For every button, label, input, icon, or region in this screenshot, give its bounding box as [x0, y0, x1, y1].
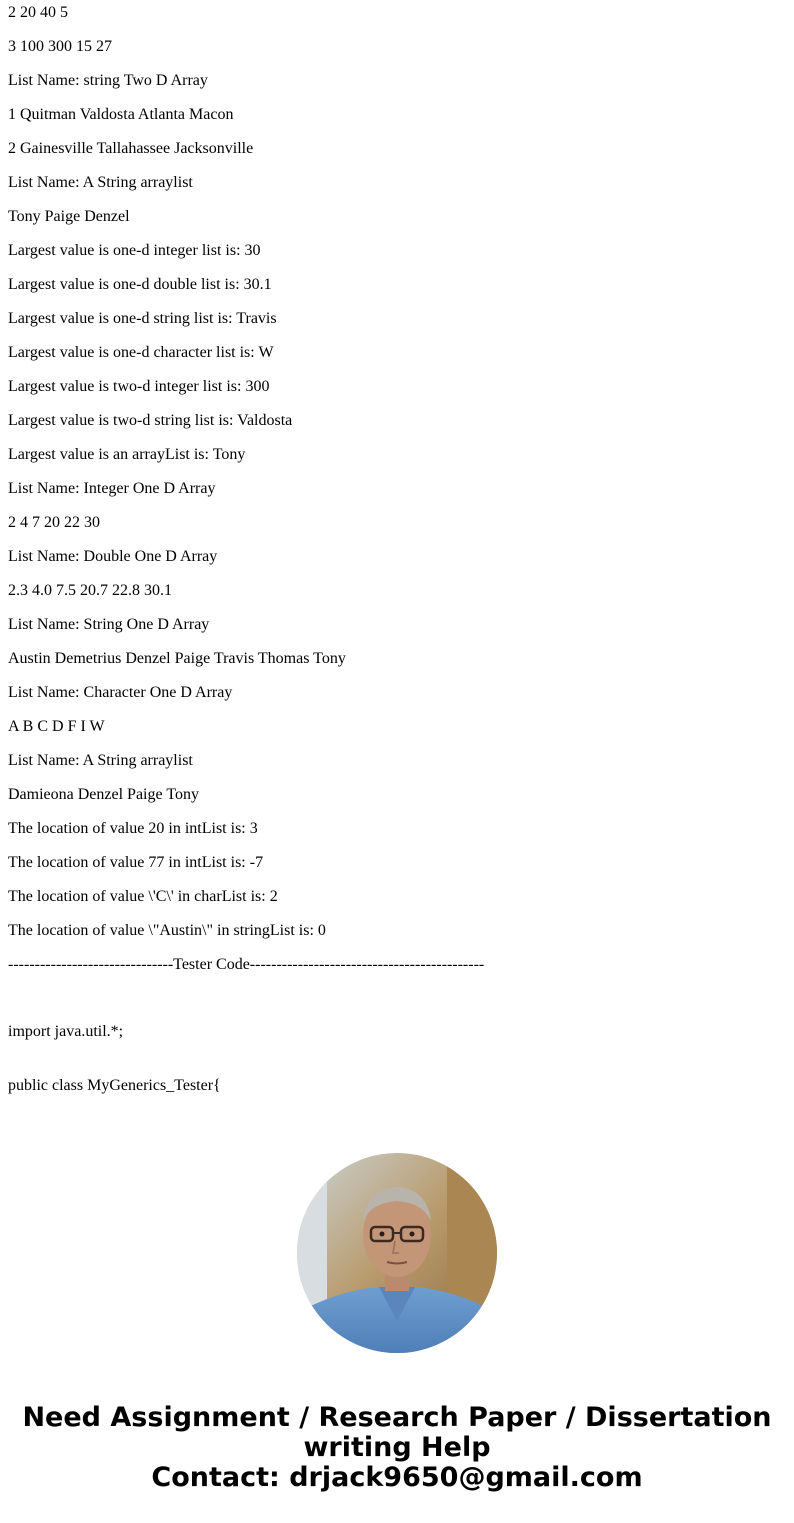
banner-line-2: writing Help [303, 1432, 491, 1463]
output-line: List Name: A String arraylist [8, 174, 193, 191]
output-line: Largest value is two-d string list is: Valdosta [8, 412, 293, 429]
output-line: 2 4 7 20 22 30 [8, 514, 100, 531]
output-line: List Name: String One D Array [8, 616, 210, 633]
output-line: 1 Quitman Valdosta Atlanta Macon [8, 106, 234, 123]
document-body [8, 0, 788, 1124]
code-block [8, 987, 363, 1124]
output-line: The location of value 77 in intList is: -7 [8, 854, 264, 871]
output-line: Damieona Denzel Paige Tony [8, 786, 199, 803]
output-line: 2.3 4.0 7.5 20.7 22.8 30.1 [8, 582, 172, 599]
output-line: 2 20 40 5 [8, 4, 68, 21]
output-line: 3 100 300 15 27 [8, 38, 112, 55]
output-line: List Name: Double One D Array [8, 548, 218, 565]
output-line: Largest value is an arrayList is: Tony [8, 446, 246, 463]
output-line: Largest value is one-d integer list is: 30 [8, 242, 261, 259]
code-line: public class MyGenerics_Tester{ [8, 1077, 221, 1094]
output-line: Largest value is one-d double list is: 30.1 [8, 276, 272, 293]
contact-banner [0, 1403, 794, 1493]
output-line: The location of value \"Austin\" in stringList is: 0 [8, 922, 326, 939]
output-line: List Name: Integer One D Array [8, 480, 216, 497]
avatar [297, 1153, 497, 1353]
output-line: List Name: A String arraylist [8, 752, 193, 769]
output-line: 2 Gainesville Tallahassee Jacksonville [8, 140, 254, 157]
banner-line-1: Need Assignment / Research Paper / Dissertation [22, 1402, 772, 1433]
output-line: The location of value 20 in intList is: 3 [8, 820, 258, 837]
output-line: List Name: Character One D Array [8, 684, 233, 701]
output-line: Tony Paige Denzel [8, 208, 130, 225]
code-line: import java.util.*; [8, 1023, 124, 1040]
output-line: A B C D F I W [8, 718, 105, 735]
output-line: The location of value \'C\' in charList is: 2 [8, 888, 278, 905]
output-line: Austin Demetrius Denzel Paige Travis Thomas Tony [8, 650, 346, 667]
output-line: List Name: string Two D Array [8, 72, 208, 89]
output-line: Largest value is one-d character list is: W [8, 344, 274, 361]
banner-contact: Contact: drjack9650@gmail.com [151, 1462, 643, 1493]
avatar-portrait [297, 1153, 497, 1353]
output-line: Largest value is two-d integer list is: 300 [8, 378, 270, 395]
tester-code-divider: -------------------------------Tester Code-------------------------------------------- [8, 956, 485, 973]
output-line: Largest value is one-d string list is: Travis [8, 310, 277, 327]
